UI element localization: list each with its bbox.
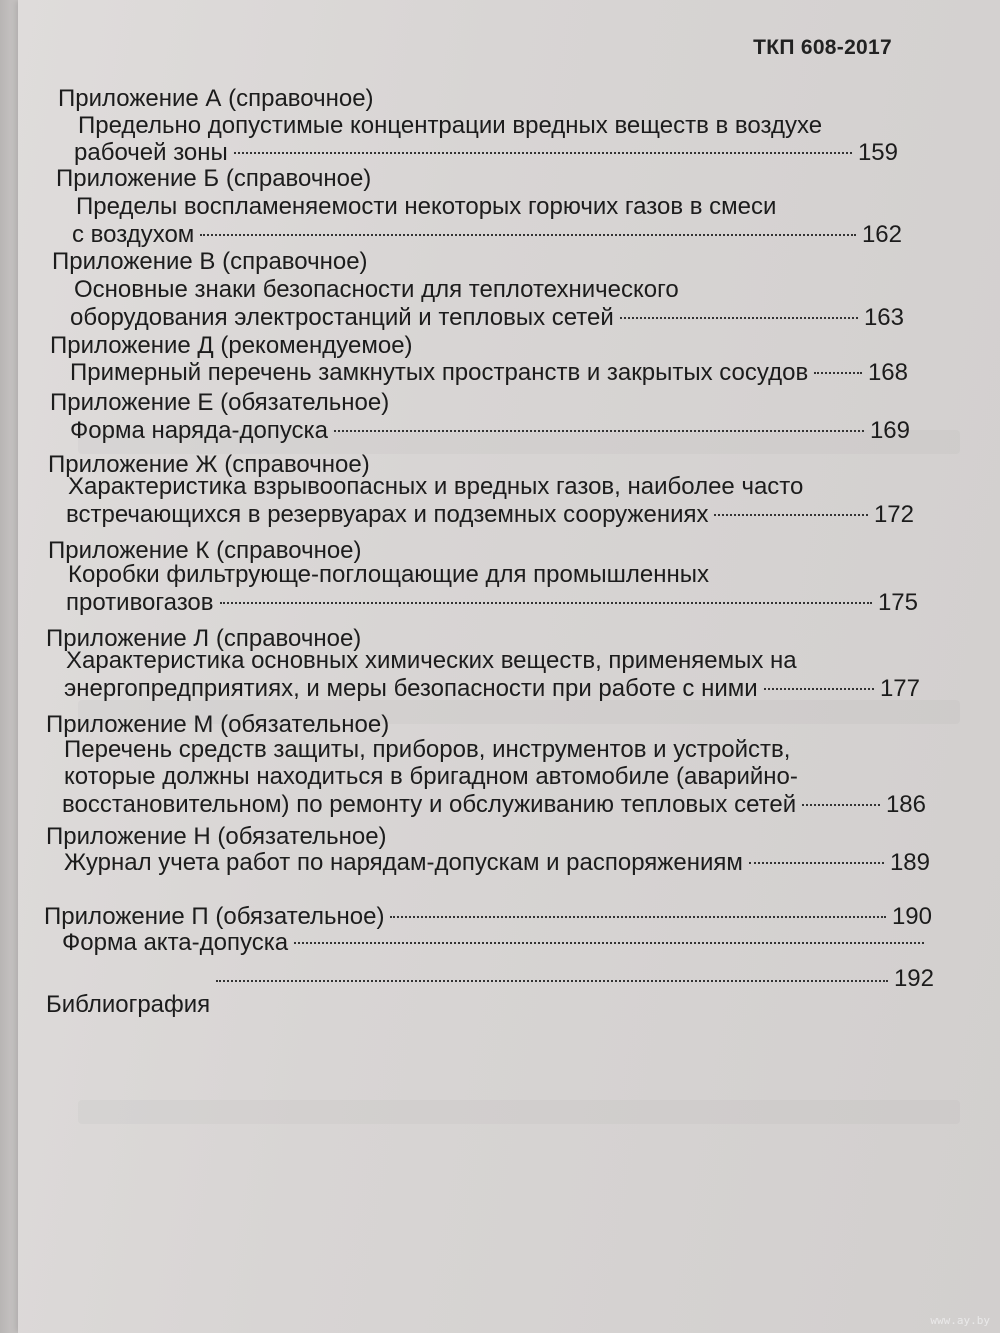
toc-entry-row[interactable]: [62, 790, 926, 820]
toc-entry-line: Коробки фильтрующе-поглощающие для промышленных: [68, 561, 709, 588]
leader-dots: [814, 372, 862, 374]
page-number: 186: [885, 791, 926, 818]
toc-entry-row[interactable]: [46, 964, 934, 1018]
page-number: 175: [877, 589, 918, 616]
leader-dots: [749, 862, 884, 864]
toc-entry-row[interactable]: [70, 358, 908, 388]
leader-dots: [620, 317, 858, 319]
bibliography-label: Библиография: [46, 991, 211, 1018]
toc-entry-row[interactable]: [62, 928, 930, 958]
page-number: 159: [857, 139, 898, 166]
toc-entry-row[interactable]: [70, 303, 904, 333]
toc-entry-row[interactable]: [66, 588, 918, 618]
toc-entry-text: оборудования электростанций и тепловых сетей: [70, 304, 614, 331]
toc-heading: Приложение Л (справочное): [46, 625, 362, 652]
page-number: 192: [893, 965, 934, 992]
leader-dots: [294, 942, 924, 944]
leader-dots: [200, 234, 856, 236]
toc-entry-row[interactable]: [64, 848, 930, 878]
toc-heading: Приложение К (справочное): [48, 537, 362, 564]
toc-entry-text: противогазов: [66, 589, 214, 616]
toc-entry-row[interactable]: [64, 674, 920, 704]
toc-heading: Приложение П (обязательное): [44, 903, 385, 930]
leader-dots: [802, 804, 880, 806]
page-number: 190: [891, 903, 932, 930]
leader-dots: [714, 514, 867, 516]
toc-entry-text: встречающихся в резервуарах и подземных сооружениях: [66, 501, 709, 528]
toc-entry-text: восстановительном) по ремонту и обслуживанию тепловых сетей: [62, 791, 797, 818]
page-number: 177: [879, 675, 920, 702]
toc-entry-text: Журнал учета работ по нарядам-допускам и распоряжениям: [64, 849, 743, 876]
leader-dots: [220, 602, 872, 604]
toc-heading: Приложение Н (обязательное): [46, 823, 387, 850]
toc-entry-text: Примерный перечень замкнутых пространств и закрытых сосудов: [70, 359, 809, 386]
page-number: 168: [867, 359, 908, 386]
toc-entry-row[interactable]: [72, 220, 902, 250]
toc-entry-text: Форма акта-допуска: [62, 929, 289, 956]
leader-dots: [764, 688, 874, 690]
toc-heading: Приложение Ж (справочное): [48, 451, 370, 478]
toc-entry-line: Основные знаки безопасности для теплотехнического: [74, 276, 679, 303]
page-number: 172: [873, 501, 914, 528]
toc-entry-text: Форма наряда-допуска: [70, 417, 328, 444]
toc-heading: Приложение М (обязательное): [46, 711, 390, 738]
toc-entry-text: рабочей зоны: [74, 139, 228, 166]
toc-heading: Приложение Б (справочное): [56, 165, 372, 192]
leader-dots: [334, 430, 864, 432]
toc-entry-line: Перечень средств защиты, приборов, инструментов и устройств,: [64, 736, 791, 763]
toc-heading: Приложение Д (рекомендуемое): [50, 332, 413, 359]
toc-entry-line: Характеристика взрывоопасных и вредных газов, наиболее часто: [68, 473, 804, 500]
leader-dots: [390, 916, 886, 918]
toc-entry-line: Предельно допустимые концентрации вредных веществ в воздухе: [78, 112, 823, 139]
toc-entry-row[interactable]: [70, 416, 910, 446]
page-number: 163: [863, 304, 904, 331]
toc-heading: Приложение Е (обязательное): [50, 389, 390, 416]
toc-entry-line: Характеристика основных химических веществ, применяемых на: [66, 647, 797, 674]
toc-entry-text: энергопредприятиях, и меры безопасности при работе с ними: [64, 675, 758, 702]
page-number: 162: [861, 221, 902, 248]
watermark: www.ay.by: [930, 1314, 990, 1327]
toc-heading: Приложение В (справочное): [52, 248, 368, 275]
toc-entry-row[interactable]: [66, 500, 914, 530]
document-code: ТКП 608-2017: [753, 36, 892, 59]
page-number: 169: [869, 417, 910, 444]
toc-entry-line: которые должны находиться в бригадном автомобиле (аварийно-: [64, 763, 798, 790]
toc-heading: Приложение А (справочное): [58, 85, 374, 112]
leader-dots: [216, 980, 888, 982]
page-number: 189: [889, 849, 930, 876]
leader-dots: [234, 152, 852, 154]
toc-entry-text: с воздухом: [72, 221, 195, 248]
toc-entry-line: Пределы воспламеняемости некоторых горючих газов в смеси: [76, 193, 777, 220]
